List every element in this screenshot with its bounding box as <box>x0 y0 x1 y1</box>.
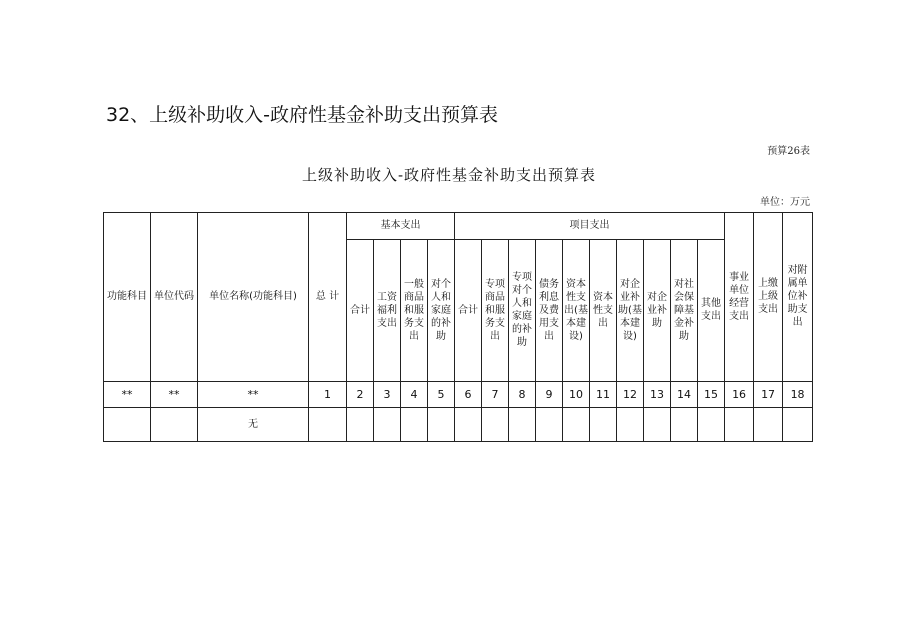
data-cell <box>671 408 698 442</box>
header-project-5-label: 资本性支出(基本建设) <box>564 278 588 342</box>
index-cell: 3 <box>374 382 401 408</box>
data-cell <box>509 408 536 442</box>
data-cell <box>644 408 671 442</box>
data-cell-unit-name: 无 <box>198 408 309 442</box>
index-cell: ** <box>198 382 309 408</box>
data-cell <box>482 408 509 442</box>
index-cell: 12 <box>617 382 644 408</box>
data-cell <box>783 408 813 442</box>
header-tail-3 <box>783 213 813 382</box>
header-project-8 <box>644 240 671 382</box>
unit-label: 单位：万元 <box>760 197 810 208</box>
data-cell <box>309 408 347 442</box>
index-cell: 8 <box>509 382 536 408</box>
header-basic-2-label: 工资福利支出 <box>377 291 397 329</box>
header-unit-code: 单位代码 <box>151 213 198 382</box>
data-cell <box>428 408 455 442</box>
header-project-10-label: 其他支出 <box>701 298 722 322</box>
index-cell: 10 <box>563 382 590 408</box>
header-tail-3-label: 对附属单位补助支出 <box>787 265 808 328</box>
index-cell: ** <box>104 382 151 408</box>
header-basic-1 <box>347 240 374 382</box>
index-cell: 5 <box>428 382 455 408</box>
index-cell: 15 <box>698 382 725 408</box>
header-project-10 <box>698 240 725 382</box>
index-cell: 9 <box>536 382 563 408</box>
header-project-3-label: 专项对个人和家庭的补助 <box>512 272 532 348</box>
header-project-9 <box>671 240 698 382</box>
section-title: 32、上级补助收入-政府性基金补助支出预算表 <box>106 104 499 126</box>
index-cell: 14 <box>671 382 698 408</box>
header-tail-1-label: 事业单位经营支出 <box>729 271 750 322</box>
header-tail-2-label: 上缴上级支出 <box>758 278 779 315</box>
header-tail-2 <box>754 213 783 382</box>
header-project-1-label: 合计 <box>458 304 478 316</box>
header-project-4 <box>536 240 563 382</box>
index-cell: 2 <box>347 382 374 408</box>
header-project-7-label: 对企业补助(基本建设) <box>618 278 642 342</box>
header-project-3 <box>509 240 536 382</box>
index-cell: 13 <box>644 382 671 408</box>
data-cell <box>563 408 590 442</box>
header-project-group: 项目支出 <box>455 213 725 240</box>
budget-table <box>103 212 813 442</box>
header-project-8-label: 对企业补助 <box>647 291 667 329</box>
table-title: 上级补助收入-政府性基金补助支出预算表 <box>301 166 597 184</box>
data-cell <box>104 408 151 442</box>
data-cell <box>536 408 563 442</box>
index-cell: 17 <box>754 382 783 408</box>
header-func-subject: 功能科目 <box>104 213 151 382</box>
header-basic-2 <box>374 240 401 382</box>
data-cell <box>754 408 783 442</box>
index-cell: 18 <box>783 382 813 408</box>
document-code: 预算26表 <box>767 146 810 157</box>
index-cell: 7 <box>482 382 509 408</box>
header-basic-3 <box>401 240 428 382</box>
data-cell <box>401 408 428 442</box>
header-basic-4 <box>428 240 455 382</box>
header-project-1 <box>455 240 482 382</box>
data-cell <box>455 408 482 442</box>
data-cell <box>374 408 401 442</box>
header-basic-1-label: 合计 <box>350 304 370 316</box>
data-cell <box>590 408 617 442</box>
header-project-7 <box>617 240 644 382</box>
header-project-6-label: 资本性支出 <box>593 291 613 329</box>
header-tail-1 <box>725 213 754 382</box>
header-project-5 <box>563 240 590 382</box>
data-cell <box>151 408 198 442</box>
index-cell: 6 <box>455 382 482 408</box>
header-basic-3-label: 一般商品和服务支出 <box>404 278 424 342</box>
index-cell: 4 <box>401 382 428 408</box>
data-cell <box>725 408 754 442</box>
header-project-2 <box>482 240 509 382</box>
header-project-9-label: 对社会保障基金补助 <box>674 278 694 342</box>
header-basic-group: 基本支出 <box>347 213 455 240</box>
header-total: 总 计 <box>309 213 347 382</box>
index-cell: 16 <box>725 382 754 408</box>
header-project-6 <box>590 240 617 382</box>
data-cell <box>617 408 644 442</box>
index-cell: ** <box>151 382 198 408</box>
data-cell <box>698 408 725 442</box>
header-project-4-label: 债务利息及费用支出 <box>539 278 559 342</box>
data-cell <box>347 408 374 442</box>
index-cell: 1 <box>309 382 347 408</box>
header-project-2-label: 专项商品和服务支出 <box>485 278 505 342</box>
header-basic-4-label: 对个人和家庭的补助 <box>431 278 451 342</box>
header-unit-name: 单位名称(功能科目) <box>198 213 309 382</box>
index-cell: 11 <box>590 382 617 408</box>
